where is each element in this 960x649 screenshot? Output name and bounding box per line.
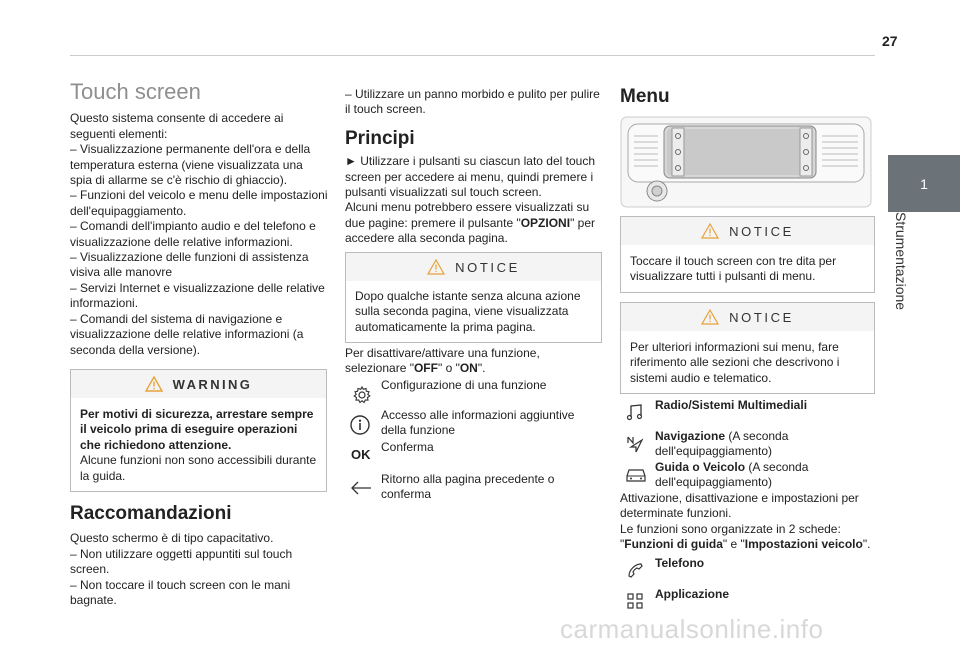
principles-text [345, 200, 603, 246]
icon-desc-ok: Conferma [381, 440, 434, 454]
page-number: 27 [882, 33, 898, 49]
warning-box [70, 369, 327, 492]
text-span: Per disattivare/attivare una funzione, selezionare " [345, 346, 540, 376]
drive-text: Attivazione, disattivazione e impostazioni per determinate funzioni. [620, 491, 859, 521]
icon-desc-gear: Configurazione di una funzione [381, 378, 547, 392]
chapter-title-text: Strumentazione [893, 212, 909, 311]
info-icon [349, 414, 371, 436]
icon-desc-info: Accesso alle informazioni aggiuntive della funzione [381, 408, 575, 438]
principles-title: Principi [345, 127, 415, 149]
notice-box-1 [345, 252, 602, 343]
notice-text: Toccare il touch screen con tre dita per visualizzare tutti i pulsanti di menu. [630, 254, 837, 284]
chapter-title [887, 212, 911, 342]
list-item: – Comandi dell'impianto audio e del telefono e visualizzazione delle relative informazioni. [70, 219, 316, 249]
warning-icon [145, 376, 163, 392]
notice-text: Dopo qualche istante senza alcuna azione sulla seconda pagina, viene visualizzata automaticamente la prima pagina. [355, 289, 581, 334]
warning-header [71, 370, 326, 398]
music-note-icon [626, 403, 644, 421]
text-span: " [620, 537, 625, 552]
notice-icon [701, 223, 719, 239]
drive-text: Le funzioni sono organizzate in 2 schede: [620, 521, 841, 536]
onoff-text [345, 346, 603, 377]
principles-step: ► Utilizzare i pulsanti su ciascun lato del touch screen per accedere ai menu, quindi premere i pulsanti visualizzati sul touch screen. [345, 154, 595, 200]
list-item: – Funzioni del veicolo e menu delle impostazioni dell'equipaggiamento. [70, 188, 328, 218]
list-item: – Visualizzazione delle funzioni di assistenza visiva alle manovre [70, 250, 309, 280]
menu-drive-note: (A seconda dell'equipaggiamento) [655, 460, 809, 490]
list-item: – Non utilizzare oggetti appuntiti sul touch screen. [70, 546, 293, 577]
section-title: Raccomandazioni [70, 503, 232, 524]
page-title: Touch screen [70, 79, 201, 104]
column-1 [70, 79, 328, 358]
drive-description [620, 491, 875, 553]
notice-box-2 [620, 216, 875, 293]
menu-radio: Radio/Sistemi Multimediali [655, 398, 808, 412]
notice-label: NOTICE [729, 309, 794, 325]
intro-text: Questo sistema consente di accedere ai seguenti elementi: [70, 111, 284, 141]
options-button-name: OPZIONI [520, 215, 571, 230]
phone-icon [626, 561, 644, 579]
text-span: " e " [722, 537, 745, 552]
list-item: – Comandi del sistema di navigazione e visualizzazione delle relative informazioni (a seconda della versione). [70, 311, 304, 357]
navigation-icon [626, 435, 644, 453]
car-icon [624, 466, 648, 484]
gear-icon [352, 385, 372, 405]
notice-icon [427, 259, 445, 275]
text-span: ". [862, 537, 871, 552]
warning-bold-text: Per motivi di sicurezza, arrestare sempre il veicolo prima di eseguire operazioni che richiedono attenzione. [80, 407, 314, 452]
notice-header [346, 253, 601, 281]
menu-title: Menu [620, 86, 670, 107]
list-item: – Visualizzazione permanente dell'ora e della temperatura esterna (viene visualizzata una spia di allarme se c'è rischio di ghiaccio). [70, 142, 311, 188]
menu-phone: Telefono [655, 556, 705, 570]
list-item: – Utilizzare un panno morbido e pulito per pulire il touch screen. [345, 87, 600, 117]
text-span: " per accedere alla seconda pagina. [345, 215, 595, 246]
menu-navigation-label: Navigazione [655, 429, 726, 443]
warning-text: Alcune funzioni non sono accessibili durante la guida. [80, 453, 317, 483]
menu-drive [655, 460, 855, 491]
text-span: Alcuni menu potrebbero essere visualizzati su due pagine: premere il pulsante " [345, 200, 590, 230]
touchscreen-illustration [620, 116, 872, 208]
header-divider [70, 55, 875, 56]
apps-grid-icon [626, 592, 644, 610]
notice-label: NOTICE [729, 223, 794, 239]
tab-name: Funzioni di guida [624, 537, 723, 552]
notice-label: NOTICE [455, 259, 520, 275]
warning-label: WARNING [172, 376, 253, 392]
notice-box-3 [620, 302, 875, 394]
text-span: ". [477, 361, 486, 376]
icon-desc-back: Ritorno alla pagina precedente o conferma [381, 472, 555, 502]
chapter-tab[interactable]: 1 [888, 155, 960, 212]
off-label: OFF [413, 361, 438, 376]
menu-navigation-note: (A seconda dell'equipaggiamento) [655, 429, 789, 459]
ok-label: OK [351, 447, 371, 462]
tab-name: Impostazioni veicolo [744, 537, 863, 552]
menu-drive-label: Guida o Veicolo [655, 460, 746, 474]
text-span: " o " [437, 361, 460, 376]
list-item: – Non toccare il touch screen con le mani bagnate. [70, 577, 291, 608]
menu-apps: Applicazione [655, 587, 730, 601]
notice-header [621, 303, 874, 331]
section-intro: Questo schermo è di tipo capacitativo. [70, 531, 274, 546]
notice-text: Per ulteriori informazioni sui menu, fare riferimento alle sezioni che descrivono i sistemi audio e telematico. [630, 340, 840, 385]
notice-header [621, 217, 874, 245]
on-label: ON [459, 361, 478, 376]
notice-icon [701, 309, 719, 325]
watermark: carmanualsonline.info [560, 614, 824, 644]
column-2 [345, 87, 603, 247]
back-arrow-icon [350, 480, 372, 496]
menu-navigation [655, 429, 855, 460]
list-item: – Servizi Internet e visualizzazione delle relative informazioni. [70, 280, 325, 311]
recommendations-section [70, 503, 328, 608]
